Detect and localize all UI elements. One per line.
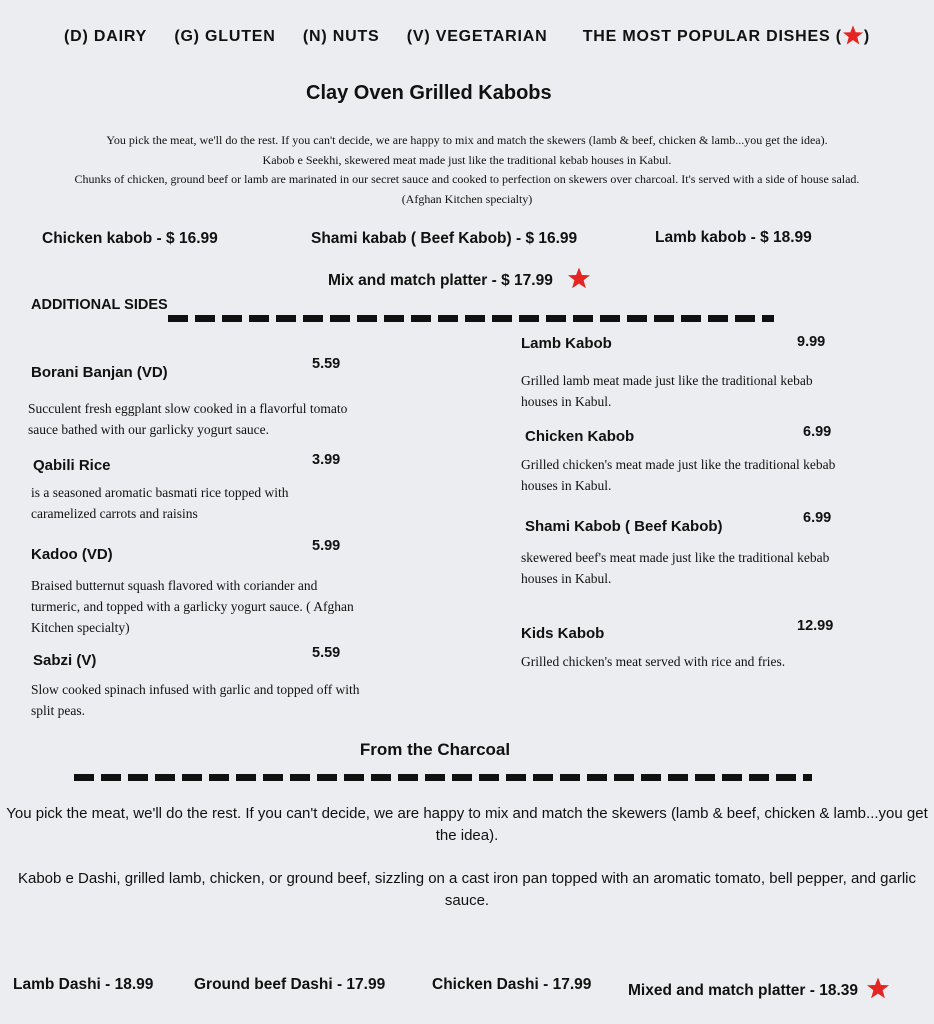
side-item-name: Lamb Kabob (521, 335, 612, 352)
side-item-name: Sabzi (V) (33, 652, 97, 669)
legend-gluten: (G) GLUTEN (174, 28, 276, 45)
intro-line: You pick the meat, we'll do the rest. If you can't decide, we are happy to mix and match the skewers (lamb & beef, chicken & lamb...you get the idea). (106, 133, 828, 147)
side-item-desc: Grilled lamb meat made just like the traditional kebab houses in Kabul. (521, 373, 813, 409)
mixed-platter-dashi-price (628, 976, 890, 1000)
side-item-desc: is a seasoned aromatic basmati rice topped with caramelized carrots and raisins (31, 485, 289, 521)
side-item-price: 5.59 (312, 356, 341, 372)
section-divider (168, 315, 774, 322)
allergen-legend (0, 24, 934, 46)
charcoal-intro: You pick the meat, we'll do the rest. If you can't decide, we are happy to mix and match the skewers (lamb & beef, chicken & lamb...you get the idea). (6, 805, 928, 844)
shami-kabab-price: Shami kabab ( Beef Kabob) - $ 16.99 (311, 230, 578, 247)
star-icon (842, 24, 864, 46)
side-item-price: 6.99 (803, 510, 832, 526)
side-item-price: 5.99 (312, 538, 341, 554)
side-item-desc: Grilled chicken's meat served with rice and fries. (521, 654, 786, 669)
side-item-name: Shami Kabob ( Beef Kabob) (525, 518, 723, 535)
section-divider (74, 774, 812, 781)
chicken-dashi-price: Chicken Dashi - 17.99 (432, 976, 592, 993)
charcoal-title: From the Charcoal (359, 740, 511, 759)
side-item-price: 6.99 (803, 424, 832, 440)
side-item-desc: skewered beef's meat made just like the traditional kebab houses in Kabul. (521, 550, 830, 586)
mixed-platter-dashi-label: Mixed and match platter - 18.39 (628, 982, 858, 999)
ground-beef-dashi-price: Ground beef Dashi - 17.99 (194, 976, 386, 993)
charcoal-dashi-desc: Kabob e Dashi, grilled lamb, chicken, or ground beef, sizzling on a cast iron pan topped with an aromatic tomato, bell pepper, and garlic sauce. (17, 870, 917, 909)
side-item-name: Borani Banjan (VD) (31, 364, 168, 381)
mix-platter-label: Mix and match platter - $ 17.99 (328, 272, 553, 289)
side-item-price: 3.99 (312, 452, 341, 468)
side-item-desc: Braised butternut squash flavored with coriander and turmeric, and topped with a garlicky yogurt sauce. ( Afghan Kitchen specialty) (31, 578, 354, 635)
side-item-desc: Slow cooked spinach infused with garlic and topped off with split peas. (31, 682, 360, 718)
legend-popular-close: ) (863, 28, 870, 45)
kabobs-intro (0, 131, 934, 209)
side-item-price: 5.59 (312, 645, 341, 661)
side-item-price: 12.99 (797, 618, 834, 634)
legend-dairy: (D) DAIRY (64, 28, 148, 45)
legend-nuts: (N) NUTS (302, 28, 380, 45)
lamb-kabob-price: Lamb kabob - $ 18.99 (655, 229, 812, 246)
side-item-name: Kadoo (VD) (31, 546, 113, 563)
side-item-desc: Succulent fresh eggplant slow cooked in a flavorful tomato sauce bathed with our garlicky yogurt sauce. (28, 401, 348, 437)
intro-line: Chunks of chicken, ground beef or lamb are marinated in our secret sauce and cooked to perfection on skewers over charcoal. It's served with a side of house salad. (74, 172, 860, 186)
intro-line: (Afghan Kitchen specialty) (401, 191, 533, 206)
kabobs-title: Clay Oven Grilled Kabobs (306, 82, 552, 104)
lamb-dashi-price: Lamb Dashi - 18.99 (13, 976, 154, 993)
side-item-name: Qabili Rice (33, 457, 111, 474)
legend-vegetarian: (V) VEGETARIAN (406, 28, 548, 45)
star-icon (567, 266, 591, 290)
intro-line: Kabob e Seekhi, skewered meat made just like the traditional kebab houses in Kabul. (262, 152, 672, 167)
chicken-kabob-price: Chicken kabob - $ 16.99 (42, 230, 218, 247)
star-icon (866, 976, 890, 1000)
side-item-price: 9.99 (797, 334, 826, 350)
side-item-name: Chicken Kabob (525, 428, 635, 445)
mix-platter-price (328, 266, 591, 290)
legend-popular: THE MOST POPULAR DISHES ( (582, 28, 842, 45)
side-item-desc: Grilled chicken's meat made just like the traditional kebab houses in Kabul. (521, 457, 836, 493)
sides-title: ADDITIONAL SIDES (31, 297, 168, 313)
side-item-name: Kids Kabob (521, 625, 605, 642)
